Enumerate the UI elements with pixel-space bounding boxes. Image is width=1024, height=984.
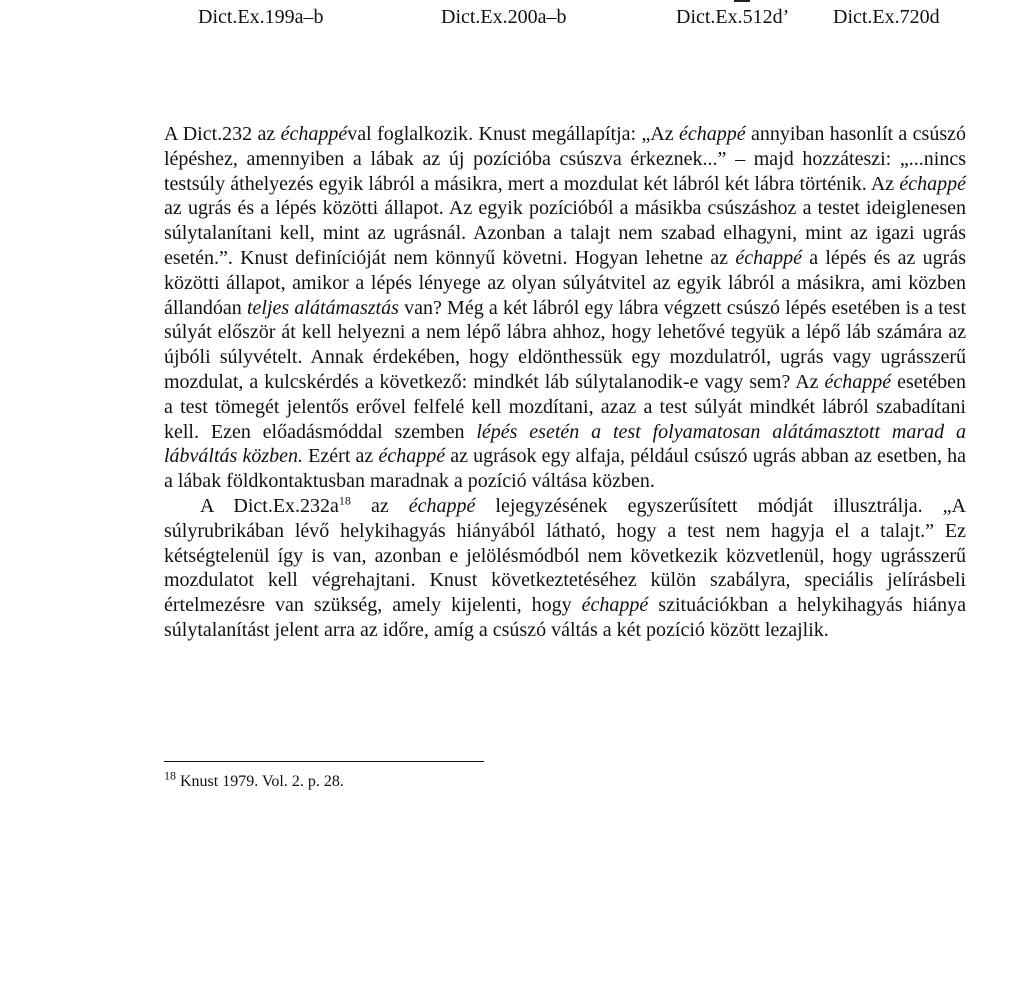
text-run: A Dict.232 az: [164, 123, 281, 145]
example-label: Dict.Ex.200a–b: [441, 6, 567, 28]
footnote-divider: [164, 761, 484, 762]
text-run: A Dict.Ex.232a: [200, 494, 339, 517]
example-label: Dict.Ex.512d’: [676, 6, 790, 28]
text-run: szituációkban a helykihagyás hiánya súlytalanítást jelent arra az időre, amíg a csúszó váltás a két pozíció között lezajlik.: [164, 594, 966, 641]
paragraph: [164, 494, 966, 643]
italic-text-run: échappé: [824, 370, 892, 393]
paragraph: [164, 122, 966, 494]
italic-text-run: échappé: [735, 246, 802, 269]
text-run: a lépés és az ugrás közötti állapot, amikor a lépés lényege az olyan súlyátvitel az egyik lábról a másikra, ami közben állandóan: [164, 246, 966, 319]
text-run: az ugrások egy alfaja, például csúszó ugrás abban az esetben, ha a lábak földkontaktusban maradnak a pozíció váltása közben.: [164, 445, 966, 493]
italic-text-run: échappé: [378, 445, 446, 468]
text-run: annyiban hasonlít a csúszó lépéshez, amennyiben a lábak az új pozícióba csúszva érkeznek...” – majd hozzáteszi: „...nincs testsúly áthelyezés egyik lábról a másikra, mert a mozdulat két lábról két lábra történik. Az: [164, 123, 967, 195]
italic-text-run: échappé: [408, 494, 476, 517]
footnote: [164, 768, 344, 792]
text-run: val foglalkozik. Knust megállapítja: „Az: [347, 123, 680, 145]
italic-text-run: lépés esetén a test folyamatosan alátámasztott marad a lábváltás közben.: [164, 420, 966, 468]
italic-text-run: teljes alátámasztás: [246, 296, 399, 319]
footnote-text: Knust 1979. Vol. 2. p. 28.: [176, 773, 344, 790]
footnote-number: 18: [164, 768, 176, 783]
example-label: Dict.Ex.720d: [833, 6, 940, 28]
italic-text-run: échappé: [899, 172, 966, 195]
italic-text-run: échappé: [280, 123, 348, 145]
text-run: Ezért az: [303, 445, 379, 468]
text-run: van? Még a két lábról egy lábra végzett csúszó lépés esetében is a test súlyát először át kell helyezni a nem lépő lábra ahhoz, hogy lehetővé tegyük a lépő láb számára az újbóli súlyvételt. Annak érdekében, hogy eldönthessük egy mozdulatról, ugrás vagy ugrásszerű mozdulat, a kulcskérdés a következő: mindkét láb súlytalanodik-e vagy sem? Az: [164, 296, 967, 393]
italic-text-run: échappé: [581, 594, 649, 617]
italic-text-run: échappé: [679, 123, 746, 145]
top-edge-mark: [734, 0, 750, 2]
text-run: lejegyzésének egyszerűsített módját illusztrálja. „A súlyrubrikában lévő helykihagyás hiányából látható, hogy a test nem hagyja el a talajt.” Ez kétségtelenül így is van, azonban e jelölésmódból nem következik közvetlenül, hogy ugrásszerű mozdulatot kell végrehajtani. Knust következtetéséhez külön szabályra, speciális jelírásbeli értelmezésre van szükség, amely kijelenti, hogy: [164, 494, 966, 617]
text-run: az: [350, 494, 409, 517]
example-label: Dict.Ex.199a–b: [198, 6, 324, 28]
text-run: esetében a test tömegét jelentős erővel felfelé kell mozdítani, azaz a test súlyát mindkét lábról szabadítani kell. Ezen előadásmóddal szemben: [164, 370, 966, 443]
example-labels-row: [0, 5, 1024, 35]
text-run: az ugrás és a lépés közötti állapot. Az egyik pozícióból a másikba csúszáshoz a testet ideiglenesen súlytalanítani kell, mint az ugrásnál. Azonban a talajt nem szabad elhagyni, mint az igazi ugrás esetén.”. Knust definícióját nem könnyű követni. Hogyan lehetne az: [164, 197, 966, 269]
footnote-reference: 18: [338, 493, 351, 508]
body-text: [164, 122, 966, 643]
